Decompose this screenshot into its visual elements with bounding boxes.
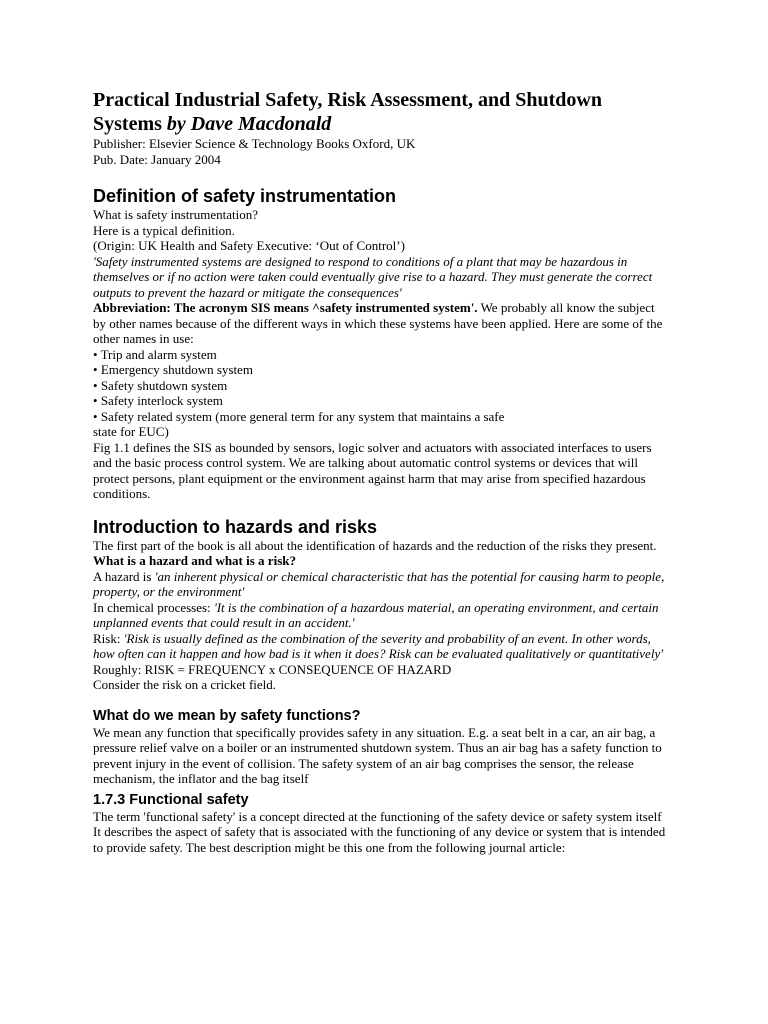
abbreviation-paragraph — [93, 300, 668, 347]
heading-safety-functions: What do we mean by safety functions? — [93, 707, 361, 724]
document-title — [93, 88, 668, 136]
title-author: by Dave Macdonald — [166, 113, 332, 135]
list-item: • Safety related system (more general term for any system that maintains a safe — [93, 409, 668, 425]
risk-lead: Risk: — [93, 630, 124, 646]
list-item: • Emergency shutdown system — [93, 362, 668, 378]
cricket-line: Consider the risk on a cricket field. — [93, 677, 277, 692]
heading-functional-safety: 1.7.3 Functional safety — [93, 791, 249, 808]
functional-safety-body: The term 'functional safety' is a concept directed at the functioning of the safety device or safety system itself It describes the aspect of safety that is associated with the functioning of any device or system that is intended to provide safety. The best description might be this one from the following journal article: — [93, 808, 666, 855]
list-item: • Safety interlock system — [93, 393, 668, 409]
other-names-list — [93, 347, 668, 425]
abbreviation-bold: Abbreviation: The acronym SIS means ^safety instrumented system'. — [93, 300, 478, 315]
heading-definition: Definition of safety instrumentation — [93, 186, 397, 206]
origin-line: (Origin: UK Health and Safety Executive: ‘Out of Control’) — [93, 238, 405, 253]
heading-hazards-risks: Introduction to hazards and risks — [93, 516, 378, 537]
hazard-quote: 'an inherent physical or chemical characteristic that has the potential for causing harm to people, property, or the environment' — [93, 568, 665, 599]
risk-definition — [93, 631, 668, 662]
safety-functions-body: We mean any function that specifically provides safety in any situation. E.g. a seat belt in a car, an air bag, a pressure relief valve on a boiler or an instrumented shutdown system. Thus an air bag has a safety function to prevent injury in the event of collision. The safety system of an air bag comprises the sensor, the release mechanism, the inflator and the bag itself — [93, 724, 662, 786]
risk-formula: Roughly: RISK = FREQUENCY x CONSEQUENCE OF HAZARD — [93, 661, 452, 677]
chemical-lead: In chemical processes: — [93, 599, 214, 615]
risk-quote: 'Risk is usually defined as the combination of the severity and probability of an event. In other words, how often can it happen and how bad is it when it does? Risk can be evaluated qualitatively or quantitatively' — [93, 630, 663, 661]
hazard-definition — [93, 569, 668, 600]
publisher: Publisher: Elsevier Science & Technology Books Oxford, UK — [93, 136, 416, 151]
chemical-definition — [93, 600, 668, 631]
hazard-risk-question: What is a hazard and what is a risk? — [93, 553, 296, 568]
intro-line: Here is a typical definition. — [93, 222, 235, 238]
hazards-intro: The first part of the book is all about the identification of hazards and the reduction of the risks they present. — [93, 537, 657, 553]
definition-quote: 'Safety instrumented systems are designed to respond to conditions of a plant that may be hazardous in themselves or if no action were taken could eventually give rise to a hazard. They must generate the correct outputs to prevent the hazard or mitigate the consequences' — [93, 253, 653, 300]
pub-date: Pub. Date: January 2004 — [93, 151, 221, 167]
list-item: • Trip and alarm system — [93, 347, 668, 363]
title-main: Practical Industrial Safety, Risk Assessment, and Shutdown Systems — [93, 89, 602, 135]
figure-paragraph: Fig 1.1 defines the SIS as bounded by sensors, logic solver and actuators with associated interfaces to users and the basic process control system. We are talking about automatic control systems or devices that will protect persons, plant equipment or the environment against harm that may arise from specified hazardous conditions. — [93, 439, 652, 501]
list-item-continuation: state for EUC) — [93, 424, 169, 439]
hazard-lead: A hazard is — [93, 568, 155, 584]
list-item: • Safety shutdown system — [93, 378, 668, 394]
abbreviation-rest: We probably all know the subject by other names because of the different ways in which these systems have been applied. Here are some of the other names in use: — [93, 300, 663, 346]
chemical-quote: 'It is the combination of a hazardous material, an operating environment, and certain unplanned events that could result in an accident.' — [93, 599, 659, 630]
question-line: What is safety instrumentation? — [93, 207, 258, 222]
